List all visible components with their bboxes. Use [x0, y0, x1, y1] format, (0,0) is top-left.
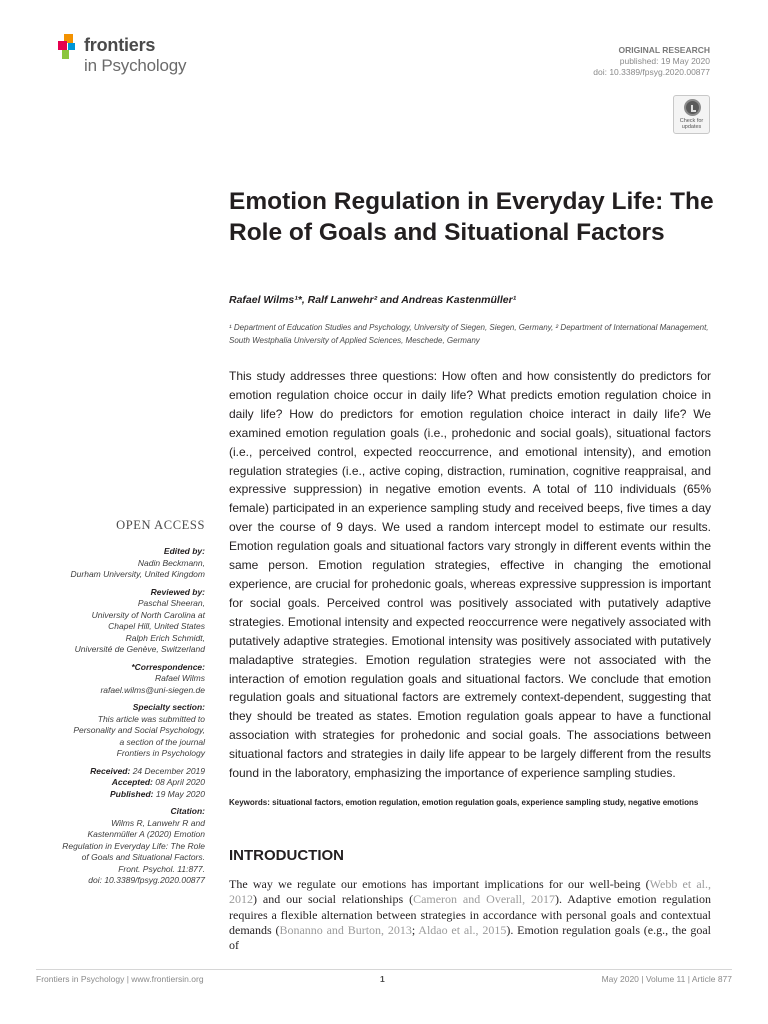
correspondence-email[interactable]: rafael.wilms@uni-siegen.de [100, 684, 205, 695]
specialty-section-block [25, 702, 205, 760]
specialty-text: Personality and Social Psychology, [73, 725, 205, 735]
published-label: Published: [110, 788, 154, 799]
citation-text: Kastenmüller A (2020) Emotion [87, 829, 205, 839]
footer-divider [36, 969, 732, 970]
dates-block [25, 766, 205, 801]
footer-journal[interactable]: Frontiers in Psychology | www.frontiersin.org [36, 974, 204, 984]
introduction-paragraph [229, 877, 711, 953]
check-updates-icon [684, 99, 701, 116]
article-type: ORIGINAL RESEARCH [618, 45, 710, 55]
accepted-date: 08 April 2020 [155, 777, 205, 787]
specialty-label: Specialty section: [132, 702, 205, 712]
check-for-updates-button[interactable] [673, 95, 710, 134]
citation-text: of Goals and Situational Factors. [81, 852, 205, 862]
citation-link[interactable]: Cameron and Overall, 2017 [413, 892, 556, 907]
correspondence-label: *Correspondence: [131, 661, 205, 672]
page-number: 1 [380, 974, 385, 984]
logo-wordmark: frontiers [84, 35, 156, 55]
logo-journal-name: in Psychology [84, 56, 187, 75]
specialty-text: a section of the journal [119, 736, 205, 747]
reviewer-affiliation: University of North Carolina at [91, 609, 205, 620]
journal-logo[interactable] [57, 34, 207, 82]
citation-link[interactable]: Aldao et al., 2015 [418, 922, 507, 937]
specialty-text: Frontiers in Psychology [116, 748, 205, 758]
accepted-row [25, 777, 205, 789]
intro-text: ; [411, 922, 419, 937]
citation-label: Citation: [170, 806, 205, 816]
open-access-label: OPEN ACCESS [116, 518, 205, 532]
badge-label-2: updates [681, 124, 702, 130]
citation-link[interactable]: Bonanno and Burton, 2013 [279, 922, 412, 937]
correspondence-name: Rafael Wilms [155, 673, 205, 683]
editor-name: Nadin Beckmann, [137, 557, 205, 568]
keywords-list: situational factors, emotion regulation, emotion regulation goals, experience sampling study, negative emotions [272, 798, 699, 807]
article-title: Emotion Regulation in Everyday Life: The Role of Goals and Situational Factors [229, 188, 714, 246]
article-doi[interactable]: doi: 10.3389/fpsyg.2020.00877 [593, 67, 710, 77]
author-list: Rafael Wilms¹*, Ralf Lanwehr² and Andreas Kastenmüller¹ [229, 294, 517, 306]
edited-by-block [25, 546, 205, 581]
citation-block [25, 806, 205, 887]
abstract: This study addresses three questions: How often and how consistently do predictors for emotion regulation choice occur in daily life? What predicts emotion regulation choice in daily life? How do predictors for emotion regulation choice interact in daily life? We examined emotion regulation goals (i.e., prohedonic and social goals), situational factors (i.e., perceived control, expected reoccurrence, and emotional intensity), and emotion regulation strategies (i.e., active coping, distraction, rumination, cognitive reappraisal, and expressive suppression) in negative emotion events. A total of 110 individuals (65% female) participated in an experience sampling study and received beeps, five times a day over the course of 9 days. We used a random intercept model to estimate our results. Emotion regulation goals and situational factors vary strongly in different events within the same person. Emotion regulation strategies, effective in changing the emotional experience, are crucial for prohedonic goals, whereas expressive suppression is important for social goals. Perceived control was positively associated with putatively adaptive strategies. Emotional intensity and expected reoccurrence were negatively associated with putatively adaptive strategies. Emotional intensity was positively associated with putatively maladaptive strategies. Emotion regulation strategies were not associated with the interaction of emotion regulation goals and situational factors. We conclude that emotion regulation goals and situational factors are extremely context-dependent, suggesting that they should be treated as states. Emotion regulation goals appear to have a functional association with strategies for prohedonic and social goals. The associations between situational factors and strategies in daily life appear to be largely different from the results found in the laboratory, emphasizing the importance of experience sampling studies. [229, 369, 711, 781]
reviewer-name: Ralph Erich Schmidt, [125, 632, 205, 643]
citation-text: Regulation in Everyday Life: The Role [62, 840, 205, 851]
section-heading-introduction: INTRODUCTION [229, 847, 344, 864]
article-info-sidebar [25, 546, 205, 893]
citation-doi[interactable]: doi: 10.3389/fpsyg.2020.00877 [88, 875, 205, 885]
reviewer-affiliation: Chapel Hill, United States [108, 621, 205, 631]
intro-text: The way we regulate our emotions has important implications for our well-being ( [229, 877, 650, 891]
reviewer-affiliation: Université de Genève, Switzerland [74, 644, 205, 654]
citation-link[interactable]: Webb et al., 2012 [229, 877, 711, 907]
intro-text: ). Adaptive emotion regulation requires a flexible alternation between strategies in accordance with personal goals and contextual demands ( [229, 892, 711, 937]
frontiers-logo-icon [57, 34, 83, 60]
reviewer-name: Paschal Sheeran, [137, 598, 205, 608]
intro-text: ). Emotion regulation goals (e.g., the goal of [229, 922, 712, 953]
received-date: 24 December 2019 [132, 765, 205, 776]
citation-text: Front. Psychol. 11:877. [118, 863, 205, 874]
keywords-label: Keywords: [229, 798, 270, 807]
edited-by-label: Edited by: [163, 546, 205, 556]
received-row [25, 766, 205, 778]
citation-text: Wilms R, Lanwehr R and [111, 817, 205, 828]
badge-label-1: Check for [679, 118, 704, 124]
footer-issue: May 2020 | Volume 11 | Article 877 [601, 974, 732, 984]
keywords [229, 797, 711, 809]
received-label: Received: [90, 765, 131, 776]
specialty-text: This article was submitted to [97, 713, 205, 724]
editor-affiliation: Durham University, United Kingdom [70, 569, 205, 579]
accepted-label: Accepted: [111, 777, 153, 787]
intro-text: ) and our social relationships ( [253, 892, 414, 907]
published-date: published: 19 May 2020 [619, 56, 710, 66]
article-meta [593, 45, 710, 78]
affiliations: ¹ Department of Education Studies and Psychology, University of Siegen, Siegen, Germany, ² Department of International Management, South Westphalia University of Applied Sciences, Meschede, Germany [229, 323, 709, 345]
reviewed-by-block [25, 587, 205, 656]
published-row [25, 789, 205, 801]
published-date-sidebar: 19 May 2020 [155, 788, 205, 799]
reviewed-by-label: Reviewed by: [150, 586, 205, 597]
correspondence-block [25, 662, 205, 697]
